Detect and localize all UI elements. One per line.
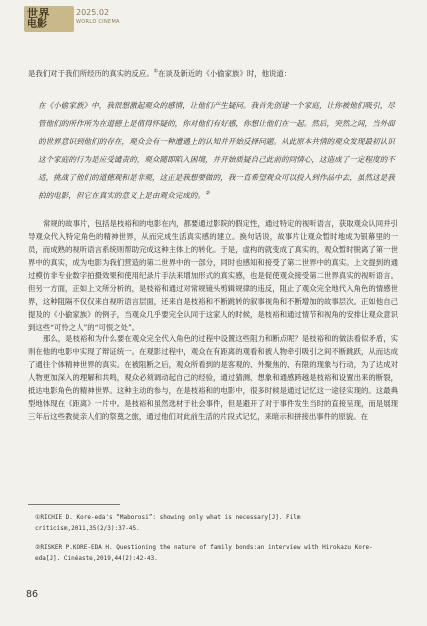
logo-text-top: 世界 bbox=[27, 7, 50, 20]
intro-text: 是我们对于我们所经历的真实的反应。 bbox=[28, 69, 154, 78]
footnote-mark: ① bbox=[35, 514, 41, 521]
quote-text: 在《小偷家族》中，我很想激起观众的感情，让他们产生疑问。我首先创建一个家庭，让你被他们吸引，尽管他们的所作所为在道德上是值得怀疑的，你对他们有好感，你想让他们在一起。然后，突然之间，当外面的世界意识到他们的存在，观众会有一种遭遇上的认知并开始反择问题。从此原本共情的观众发现最初认识这个家庭的行为是应受谴责的，观众随即陷入困境，并开始质疑自己此前的同情心，这造成了一定程度的不适，挑战了他们的道德观和是非观，这正是我想要做的，我一直希望观众可以投入到作品中去，虽然这是我拍的电影，但它在真实的意义上是由观众完成的。 bbox=[38, 101, 395, 200]
body-paragraph-1: 常规的故事片，包括是枝裕和的电影在内，都要通过影院的假定性，通过特定的视听语言，获取观众认同并引导观众代入特定角色的精神世界，从而完成生活真实感的建立。换句话说，故事片让观众暂时地成为银幕里的一员，而成熟的视听语言系统则帮助完成这种主体上的转化。于是，虚构的就变成了真实的，观众暂时脱离了第一世界中的真实，成为电影为我们营造的第二世界中的一部分，同时也感知和接受了第二世界中的真实。上文提到的通过模仿非专业数字拍摄效果和使用纪录片手法来增加形式的真实感，也是促使观众接受第二世界真实的视听语言。但另一方面，正如上文所分析的，是枝裕和通过对常规镜头剪辑规律的违反，阻止了观众完全地代入角色的情感世界，这种阻隔不仅仅来自视听语言层面，还来自是枝裕和不断跳转的叙事视角和不断增加的故事层次。正如他自己提及的《小偷家族》的例子，当观众几乎要完全认同于这家人的时候，是枝裕和通过情节和视角的安排让观众意识到这些“可怜之人”的“可恨之处”。 bbox=[28, 219, 398, 332]
intro-tail: 在谈及新近的《小偷家族》时，他说道： bbox=[158, 69, 292, 78]
footnote-text: RISKER P.KORE-EDA H. Questioning the nature of family bonds:an interview with Hirokazu Kore-eda[J]. Cinéaste,2019,44(2):42-43. bbox=[35, 544, 373, 562]
journal-logo bbox=[24, 6, 74, 32]
issue-number: 2025.02 bbox=[76, 8, 110, 17]
body-paragraph-2: 那么，是枝裕和为什么要在观众完全代入角色的过程中设置这些阻力和断点呢？是枝裕和的做法看似矛盾，实则在他的电影中实现了辩证统一。在观影过程中，观众在有距离的观看和被人物牵引吸引之间不断跳跃，从而达成了通往个体精神世界的真实。在被阻断之后，观众所看到的是客观的、外聚焦的、有限的现象与行动，为了达成对人物更加深入的理解和共鸣，观众必须调动起自己的经验，通过猜测、想象和通感跨越是枝裕和设置出来的断裂，抵达电影角色的精神世界。这种主动的参与，在是枝裕和的电影中，很多时候是通过记忆这一途径实现的。这最典型地体现在《距离》一片中。是枝裕和虽然选材于社会事件，但是避开了对于事件发生当时的直接呈现，而是展现三年后这些教徒亲人们的祭奠之旅，通过他们对此前生活的片段式记忆，来暗示和拼接出事件的原貌。在 bbox=[28, 334, 398, 421]
footnote-2 bbox=[35, 542, 395, 564]
footnote-ref-2: ② bbox=[205, 190, 210, 197]
intro-line bbox=[28, 67, 398, 80]
footnote-ref-1: ① bbox=[153, 68, 159, 75]
footnote-mark: ② bbox=[35, 544, 41, 551]
block-quote bbox=[38, 97, 398, 205]
footnote-1 bbox=[35, 512, 395, 534]
logo-text-bottom: 电影 bbox=[27, 19, 47, 30]
journal-masthead bbox=[24, 6, 154, 36]
footnote-divider bbox=[28, 504, 120, 505]
journal-name-en: WORLD CINEMA bbox=[76, 19, 120, 25]
page-number: 86 bbox=[26, 589, 39, 600]
footnote-text: RICHIE D. Kore-eda's “Maborosi”: showing only what is necessary[J]. Film criticism,2011,35(2/3):37-45. bbox=[35, 514, 301, 532]
